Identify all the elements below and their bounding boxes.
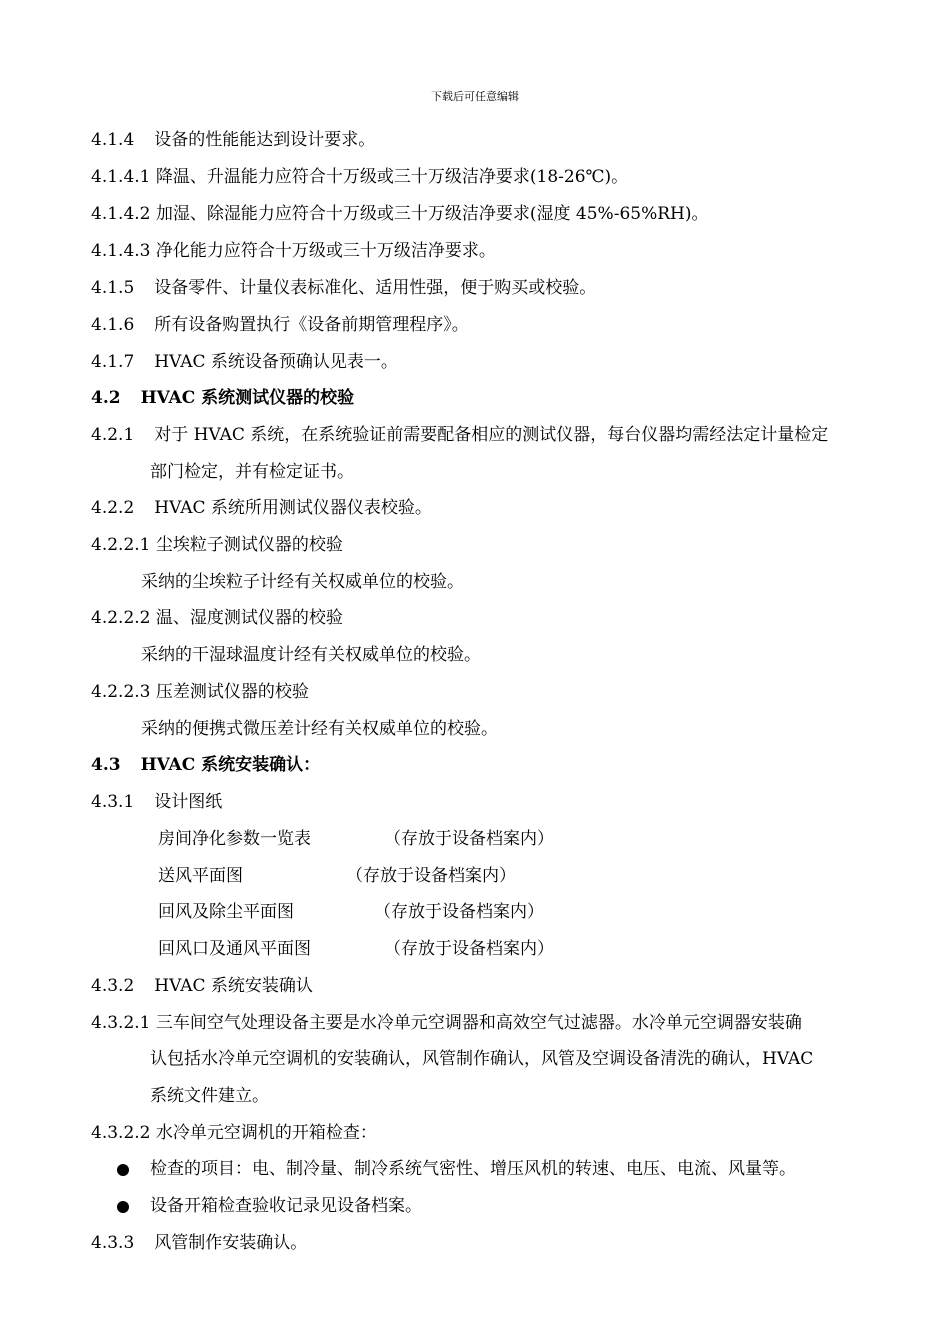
clause-4-2-2 [91, 497, 432, 519]
clause-number: 4.1.4 [91, 130, 135, 150]
clause-4-3-3 [91, 1232, 307, 1254]
clause-4-1-4-3: 4.1.4.3 净化能力应符合十万级或三十万级洁净要求。 [91, 241, 496, 261]
drawing-storage-note: （存放于设备档案内） [346, 866, 516, 886]
section-title: HVAC 系统安装确认： [140, 755, 321, 775]
bullet-item: 设备开箱检查验收记录见设备档案。 [150, 1196, 422, 1216]
clause-text: HVAC 系统设备预确认见表一。 [154, 352, 398, 372]
clause-4-1-4-2: 4.1.4.2 加湿、除湿能力应符合十万级或三十万级洁净要求(湿度 45%-65%RH)。 [91, 204, 709, 224]
section-number: 4.2 [91, 388, 121, 408]
clause-4-2-2-3: 4.2.2.3 压差测试仪器的校验 [91, 682, 309, 702]
drawing-item [158, 865, 516, 887]
drawing-name: 房间净化参数一览表 [158, 829, 311, 849]
drawing-item [158, 828, 554, 850]
clause-4-3-2-1-continued: 系统文件建立。 [150, 1086, 269, 1106]
clause-4-1-5 [91, 277, 596, 299]
section-heading-4-2 [91, 387, 354, 409]
drawing-name: 回风口及通风平面图 [158, 939, 311, 959]
clause-number: 4.1.5 [91, 278, 135, 298]
clause-4-2-1 [91, 424, 828, 446]
section-title: HVAC 系统测试仪器的校验 [140, 388, 355, 408]
bullet-dot-icon [117, 1201, 129, 1213]
clause-4-2-2-1: 4.2.2.1 尘埃粒子测试仪器的校验 [91, 535, 343, 555]
section-number: 4.3 [91, 755, 121, 775]
clause-4-3-2 [91, 975, 313, 997]
clause-number: 4.2.1 [91, 425, 135, 445]
clause-4-2-2-3-body: 采纳的便携式微压差计经有关权威单位的校验。 [141, 719, 498, 739]
drawing-name: 回风及除尘平面图 [158, 902, 294, 922]
page-header: 下载后可任意编辑 [431, 90, 519, 103]
clause-4-1-4-1: 4.1.4.1 降温、升温能力应符合十万级或三十万级洁净要求(18-26℃)。 [91, 167, 629, 187]
clause-4-3-1 [91, 791, 222, 813]
drawing-item [158, 938, 554, 960]
section-heading-4-3 [91, 754, 320, 776]
clause-4-2-1-continued: 部门检定，并有检定证书。 [150, 462, 354, 482]
clause-number: 4.2.2 [91, 498, 135, 518]
clause-text: 设备的性能能达到设计要求。 [154, 130, 376, 150]
clause-4-1-6 [91, 314, 469, 336]
bullet-dot-icon [117, 1164, 129, 1176]
bullet-item: 检查的项目：电、制冷量、制冷系统气密性、增压风机的转速、电压、电流、风量等。 [150, 1159, 796, 1179]
clause-text: 风管制作安装确认。 [154, 1233, 308, 1253]
clause-4-2-2-1-body: 采纳的尘埃粒子计经有关权威单位的校验。 [141, 572, 464, 592]
clause-number: 4.1.7 [91, 352, 135, 372]
clause-4-2-2-2: 4.2.2.2 温、湿度测试仪器的校验 [91, 608, 343, 628]
clause-4-2-2-2-body: 采纳的干湿球温度计经有关权威单位的校验。 [141, 645, 481, 665]
clause-4-3-2-2: 4.3.2.2 水冷单元空调机的开箱检查： [91, 1123, 377, 1143]
clause-text: 对于 HVAC 系统，在系统验证前需要配备相应的测试仪器，每台仪器均需经法定计量检定 [154, 425, 829, 445]
drawing-storage-note: （存放于设备档案内） [374, 902, 544, 922]
clause-text: 设计图纸 [154, 792, 223, 812]
drawing-storage-note: （存放于设备档案内） [384, 829, 554, 849]
clause-number: 4.3.2 [91, 976, 135, 996]
clause-text: HVAC 系统安装确认 [154, 976, 313, 996]
clause-text: 所有设备购置执行《设备前期管理程序》。 [154, 315, 469, 335]
clause-4-1-4 [91, 129, 375, 151]
drawing-storage-note: （存放于设备档案内） [384, 939, 554, 959]
clause-4-3-2-1: 4.3.2.1 三车间空气处理设备主要是水冷单元空调器和高效空气过滤器。水冷单元空调器安装确 [91, 1013, 802, 1033]
clause-number: 4.3.3 [91, 1233, 135, 1253]
clause-4-1-7 [91, 351, 398, 373]
drawing-name: 送风平面图 [158, 866, 243, 886]
clause-number: 4.3.1 [91, 792, 135, 812]
clause-number: 4.1.6 [91, 315, 135, 335]
clause-text: 设备零件、计量仪表标准化、适用性强，便于购买或校验。 [154, 278, 597, 298]
clause-4-3-2-1-continued: 认包括水冷单元空调机的安装确认，风管制作确认，风管及空调设备清洗的确认，HVAC [150, 1049, 814, 1069]
drawing-item [158, 901, 544, 923]
clause-text: HVAC 系统所用测试仪器仪表校验。 [154, 498, 432, 518]
